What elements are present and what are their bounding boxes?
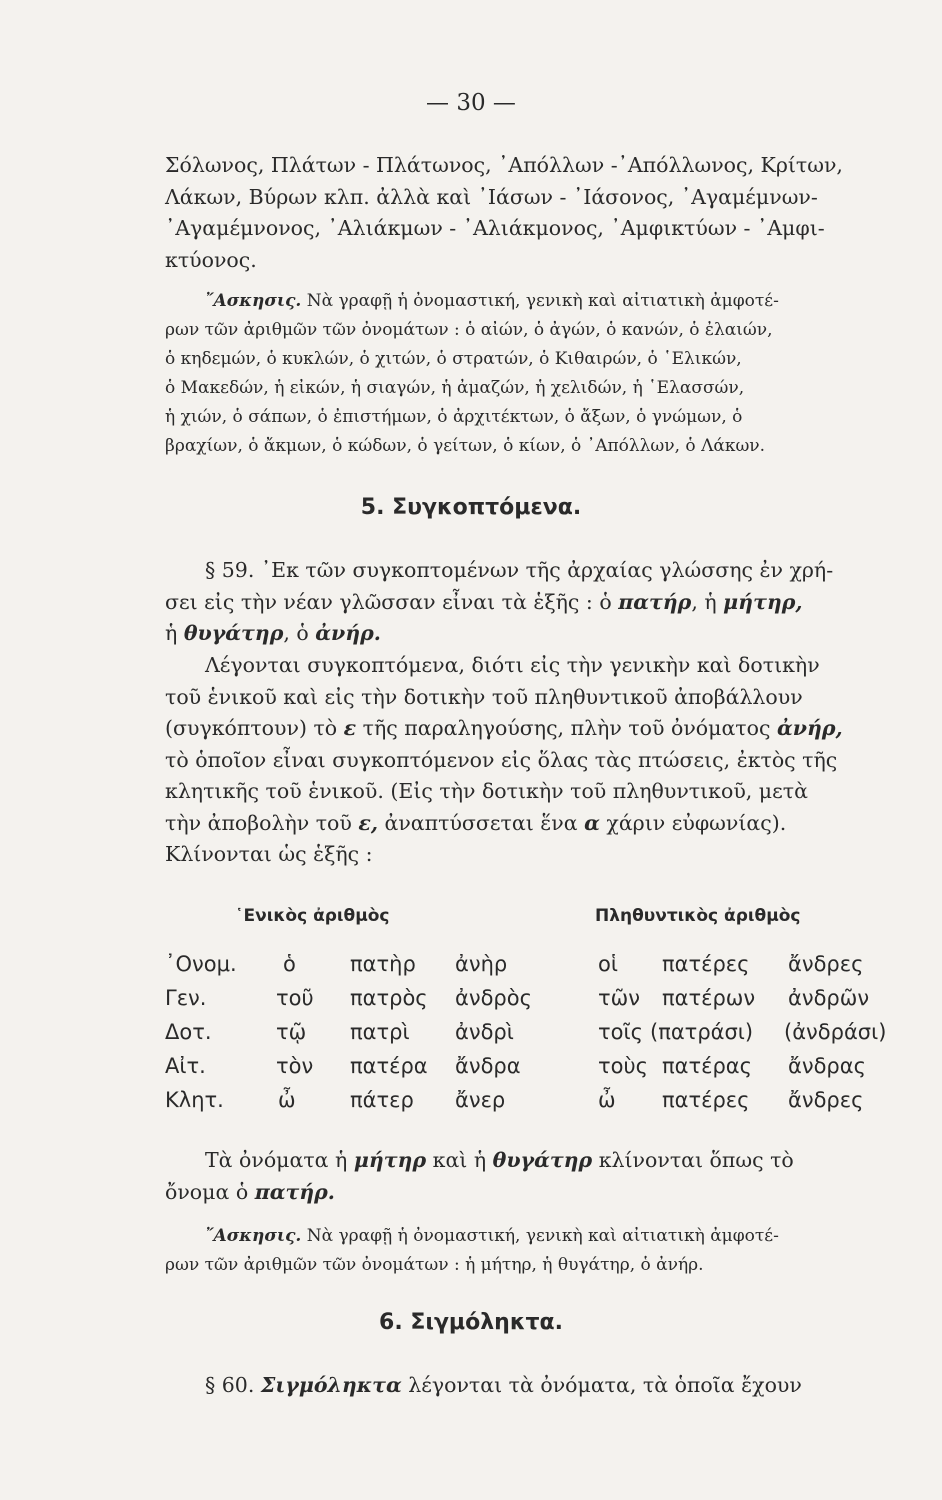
emphasis-word: πατήρ (618, 589, 692, 614)
plural-article: τοὺς (598, 1054, 648, 1078)
singular-aner: ἀνδρὸς (455, 986, 532, 1010)
text-line: ἡ χιών, ὁ σάπων, ὁ ἐπιστήμων, ὁ ἀρχιτέκτων, ὁ ἄξων, ὁ γνώμων, ὁ (165, 407, 743, 427)
plural-aner: ἄνδρες (788, 952, 864, 976)
emphasis-word: ἀνήρ. (315, 621, 381, 645)
singular-aner: ἀνὴρ (455, 952, 508, 976)
text-fragment: ἀναπτύσσεται ἕνα (377, 810, 585, 835)
text-line: Λάκων, Βύρων κλπ. ἀλλὰ καὶ ᾿Ιάσων - ᾿Ιάσονος, ᾿Αγαμέμνων- (165, 184, 818, 209)
singular-pater: πατέρα (350, 1054, 428, 1078)
text-fragment: Νὰ γραφῇ ἡ ὀνομαστική, γενικὴ καὶ αἰτιατικὴ ἀμφοτέ- (306, 291, 779, 311)
emphasis-word: ε, (358, 810, 378, 835)
text-line: ᾿Αγαμέμνονος, ᾿Αλιάκμων - ᾿Αλιάκμονος, ᾿Αμφικτύων - ᾿Αμφι- (165, 216, 825, 240)
text-fragment: Νὰ γραφῇ ἡ ὀνομαστική, γενικὴ καὶ αἰτιατικὴ ἀμφοτέ- (306, 1226, 779, 1246)
text-line (165, 587, 905, 619)
singular-aner: ἄνδρα (455, 1054, 521, 1078)
singular-article: ὦ (278, 1088, 296, 1112)
plural-article: τοῖς (598, 1020, 643, 1044)
case-label: Αἰτ. (165, 1054, 206, 1078)
text-line: κτύονος. (165, 247, 257, 272)
text-fragment: (συγκόπτουν) τὸ (165, 716, 344, 740)
text-line (165, 808, 905, 840)
intro-paragraph (165, 150, 905, 276)
section-heading-6: 6. Σιγμόληκτα. (379, 1310, 563, 1335)
text-line: ὁ κηδεμών, ὁ κυκλών, ὁ χιτών, ὁ στρατών, ὁ Κιθαιρών, ὁ ῾Ελικών, (165, 349, 742, 369)
text-fragment: , ὁ (283, 621, 316, 645)
emphasis-word: μήτηρ (353, 1148, 427, 1172)
plural-pater: πατέρες (662, 952, 750, 976)
emphasis-word: μήτηρ, (723, 589, 803, 614)
text-line: § 59. ᾿Εκ τῶν συγκοπτομένων τῆς ἀρχαίας γλώσσης ἐν χρή- (205, 558, 834, 582)
paragraph-60 (165, 1370, 905, 1402)
text-line (165, 1145, 905, 1177)
case-label: ᾿Ονομ. (165, 952, 237, 976)
text-fragment: Τὰ ὀνόματα ἡ (205, 1148, 354, 1172)
text-fragment: καὶ ἡ (426, 1148, 493, 1172)
emphasis-word: πατήρ. (254, 1179, 335, 1204)
case-label: Κλητ. (165, 1088, 224, 1112)
singular-pater: πατὴρ (350, 952, 416, 976)
plural-aner: (ἀνδράσι) (784, 1020, 887, 1044)
text-line: ρων τῶν ἀριθμῶν τῶν ὀνομάτων : ἡ μήτηρ, ἡ θυγάτηρ, ὁ ἀνήρ. (165, 1255, 704, 1275)
case-label: Δοτ. (165, 1020, 212, 1044)
exercise-2 (165, 1222, 905, 1280)
plural-aner: ἀνδρῶν (788, 986, 870, 1010)
plural-heading: Πληθυντικὸς ἀριθμὸς (595, 906, 801, 926)
paragraph-59-continued (165, 650, 905, 871)
singular-article: τῷ (276, 1020, 307, 1044)
paragraph-59 (165, 555, 905, 650)
singular-article: τοῦ (276, 986, 314, 1010)
text-line: Σόλωνος, Πλάτων - Πλάτωνος, ᾿Απόλλων -᾿Απόλλωνος, Κρίτων, (165, 153, 843, 177)
section-heading-5: 5. Συγκοπτόμενα. (360, 495, 582, 520)
text-fragment: τὴν ἀποβολὴν τοῦ (165, 810, 359, 835)
text-line: Κλίνονται ὡς ἑξῆς : (165, 842, 373, 866)
text-line: βραχίων, ὁ ἄκμων, ὁ κώδων, ὁ γείτων, ὁ κίων, ὁ ᾿Απόλλων, ὁ Λάκων. (165, 436, 766, 456)
text-line (165, 1370, 905, 1402)
singular-pater: πατρὸς (350, 986, 428, 1010)
text-line: ρων τῶν ἀριθμῶν τῶν ὀνομάτων : ὁ αἰών, ὁ ἀγών, ὁ κανών, ὁ ἐλαιών, (165, 320, 773, 340)
text-fragment: λέγονται τὰ ὀνόματα, τὰ ὁποῖα ἔχουν (401, 1373, 802, 1397)
singular-article: τὸν (276, 1054, 314, 1078)
plural-pater: πατέρας (662, 1054, 752, 1078)
text-line: ὁ Μακεδών, ἡ εἰκών, ἡ σιαγών, ἡ ἀμαζών, ἡ χελιδών, ἡ ῾Ελασσών, (165, 378, 745, 398)
text-line: τὸ ὁποῖον εἶναι συγκοπτόμενον εἰς ὅλας τὰς πτώσεις, ἐκτὸς τῆς (165, 747, 838, 772)
plural-article: τῶν (598, 986, 640, 1010)
emphasis-word: Σιγμόληκτα (260, 1373, 402, 1397)
emphasis-word: α (584, 810, 600, 835)
emphasis-word: θυγάτηρ (183, 621, 284, 645)
singular-article: ὁ (283, 952, 296, 976)
text-line: τοῦ ἑνικοῦ καὶ εἰς τὴν δοτικὴν τοῦ πληθυντικοῦ ἀποβάλλουν (165, 684, 803, 709)
exercise-label: ῎Ασκησις. (205, 291, 302, 311)
text-line (165, 713, 905, 745)
text-line (165, 1177, 905, 1209)
text-fragment: κλίνονται ὅπως τὸ (592, 1148, 794, 1172)
paragraph-after-table (165, 1145, 905, 1208)
text-fragment: § 60. (205, 1373, 261, 1397)
plural-pater: (πατράσι) (650, 1020, 754, 1044)
text-fragment: ἡ (165, 621, 184, 645)
text-line: κλητικῆς τοῦ ἑνικοῦ. (Εἰς τὴν δοτικὴν τοῦ πληθυντικοῦ, μετὰ (165, 779, 808, 803)
text-line (165, 618, 905, 650)
singular-aner: ἄνερ (455, 1088, 506, 1112)
text-line (165, 1222, 905, 1251)
text-fragment: σει εἰς τὴν νέαν γλῶσσαν εἶναι τὰ ἑξῆς : ὁ (165, 589, 619, 614)
plural-aner: ἄνδρας (788, 1054, 866, 1078)
emphasis-word: ἀνήρ, (776, 716, 843, 740)
text-line: Λέγονται συγκοπτόμενα, διότι εἰς τὴν γενικὴν καὶ δοτικὴν (205, 653, 820, 677)
case-label: Γεν. (165, 986, 207, 1010)
emphasis-word: ε (343, 716, 357, 740)
text-fragment: ὄνομα ὁ (165, 1179, 255, 1204)
singular-aner: ἀνδρὶ (455, 1020, 514, 1044)
singular-pater: πάτερ (350, 1088, 414, 1112)
plural-article: ὦ (598, 1088, 616, 1112)
text-line (165, 287, 905, 316)
plural-article: οἱ (598, 952, 618, 976)
singular-pater: πατρὶ (350, 1020, 410, 1044)
text-fragment: , ἡ (691, 589, 724, 614)
exercise-label: ῎Ασκησις. (205, 1226, 302, 1246)
emphasis-word: θυγάτηρ (492, 1148, 593, 1172)
text-fragment: τῆς παραληγούσης, πλὴν τοῦ ὀνόματος (356, 716, 777, 740)
page-number: — 30 — (426, 90, 516, 116)
plural-pater: πατέρες (662, 1088, 750, 1112)
plural-pater: πατέρων (662, 986, 756, 1010)
singular-heading: ῾Ενικὸς ἀριθμὸς (235, 906, 390, 926)
plural-aner: ἄνδρες (788, 1088, 864, 1112)
text-fragment: χάριν εὐφωνίας). (599, 810, 787, 835)
exercise-1 (165, 287, 905, 461)
